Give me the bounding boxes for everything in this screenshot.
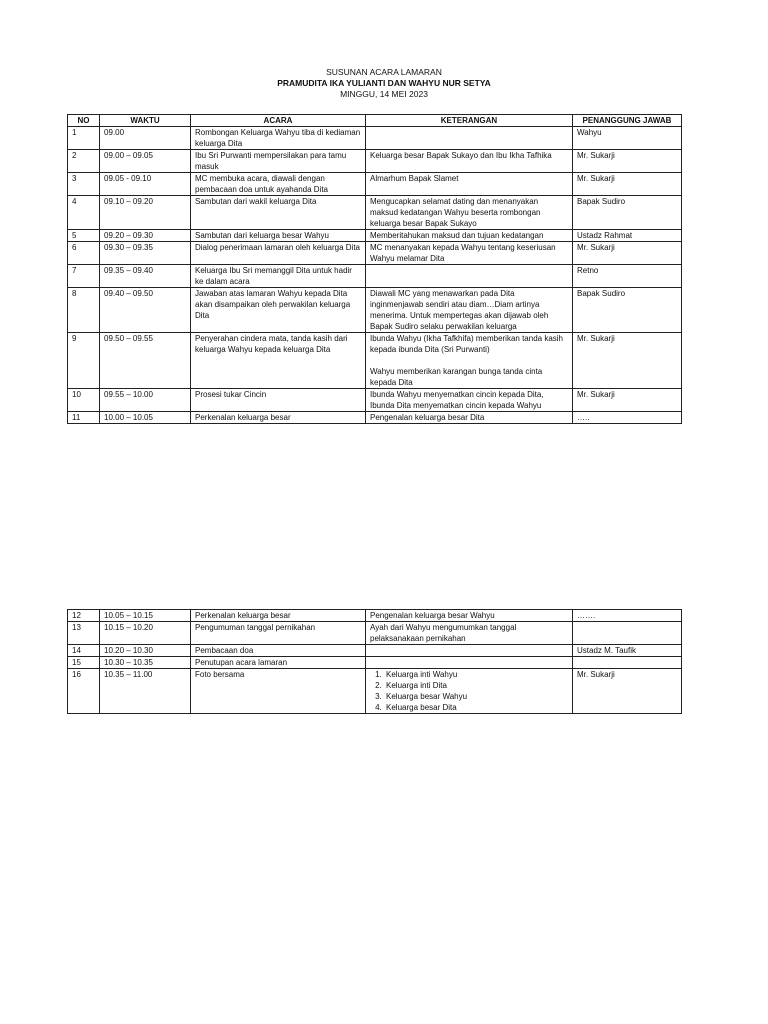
cell-no: 2: [68, 150, 100, 173]
column-header-acara: ACARA: [191, 115, 366, 127]
cell-penanggung-jawab: Mr. Sukarji: [573, 333, 682, 389]
cell-acara: Pembacaan doa: [191, 645, 366, 657]
cell-penanggung-jawab: Mr. Sukarji: [573, 389, 682, 412]
cell-no: 12: [68, 610, 100, 622]
cell-acara: Penyerahan cindera mata, tanda kasih dari keluarga Wahyu kepada keluarga Dita: [191, 333, 366, 389]
cell-no: 13: [68, 622, 100, 645]
table-row: [68, 657, 682, 669]
cell-acara: Rombongan Keluarga Wahyu tiba di kediaman keluarga Dita: [191, 127, 366, 150]
cell-keterangan: Ibunda Wahyu menyematkan cincin kepada Dita, Ibunda Dita menyematkan cincin kepada Wahyu: [366, 389, 573, 412]
cell-waktu: 09.40 – 09.50: [100, 288, 191, 333]
schedule-table-page-1: [67, 114, 682, 424]
cell-waktu: 09.20 – 09.30: [100, 230, 191, 242]
cell-waktu: 10.00 – 10.05: [100, 412, 191, 424]
cell-waktu: 10.15 – 10.20: [100, 622, 191, 645]
cell-waktu: 09.00 – 09.05: [100, 150, 191, 173]
cell-acara: Perkenalan keluarga besar: [191, 610, 366, 622]
cell-penanggung-jawab: [573, 622, 682, 645]
cell-acara: Keluarga Ibu Sri memanggil Dita untuk hadir ke dalam acara: [191, 265, 366, 288]
table-row: [68, 610, 682, 622]
cell-penanggung-jawab: Mr. Sukarji: [573, 242, 682, 265]
column-header-penanggung-jawab: PENANGGUNG JAWAB: [573, 115, 682, 127]
cell-no: 4: [68, 196, 100, 230]
cell-no: 3: [68, 173, 100, 196]
cell-penanggung-jawab: [573, 657, 682, 669]
cell-keterangan: [366, 645, 573, 657]
cell-waktu: 10.05 – 10.15: [100, 610, 191, 622]
cell-keterangan: Mengucapkan selamat dating dan menanyakan maksud kedatangan Wahyu beserta rombongan keluarga besar Bapak Sukayo: [366, 196, 573, 230]
cell-penanggung-jawab: …..: [573, 412, 682, 424]
cell-waktu: 10.35 – 11.00: [100, 669, 191, 714]
cell-no: 11: [68, 412, 100, 424]
list-item: 4. Keluarga besar Dita: [384, 702, 568, 713]
table-row: [68, 412, 682, 424]
cell-penanggung-jawab: Wahyu: [573, 127, 682, 150]
table-row: [68, 173, 682, 196]
cell-penanggung-jawab: Ustadz M. Taufik: [573, 645, 682, 657]
photo-group-list: [370, 669, 568, 713]
cell-keterangan: [366, 333, 573, 389]
table-row: [68, 150, 682, 173]
cell-keterangan: [366, 127, 573, 150]
cell-waktu: 09.10 – 09.20: [100, 196, 191, 230]
cell-keterangan: Diawali MC yang menawarkan pada Dita inginmenjawab sendiri atau diam…Diam artinya menerima. Untuk mempertegas akan dijawab oleh Bapak Sudiro selaku perwakilan keluarga: [366, 288, 573, 333]
cell-no: 16: [68, 669, 100, 714]
table-row: [68, 265, 682, 288]
table-row: [68, 242, 682, 265]
cell-no: 5: [68, 230, 100, 242]
cell-no: 1: [68, 127, 100, 150]
column-header-waktu: WAKTU: [100, 115, 191, 127]
cell-no: 6: [68, 242, 100, 265]
list-item: 3. Keluarga besar Wahyu: [384, 691, 568, 702]
cell-penanggung-jawab: Mr. Sukarji: [573, 669, 682, 714]
keterangan-paragraph: Ibunda Wahyu (Ikha Tafkhifa) memberikan tanda kasih kepada ibunda Dita (Sri Purwanti): [370, 334, 563, 354]
table-row: [68, 333, 682, 389]
cell-acara: MC membuka acara, diawali dengan pembacaan doa untuk ayahanda Dita: [191, 173, 366, 196]
cell-keterangan: [366, 669, 573, 714]
cell-acara: Pengumuman tanggal pernikahan: [191, 622, 366, 645]
cell-penanggung-jawab: Mr. Sukarji: [573, 150, 682, 173]
table-row: [68, 196, 682, 230]
cell-no: 14: [68, 645, 100, 657]
cell-acara: Sambutan dari wakil keluarga Dita: [191, 196, 366, 230]
cell-penanggung-jawab: Bapak Sudiro: [573, 196, 682, 230]
cell-penanggung-jawab: …….: [573, 610, 682, 622]
cell-acara: Jawaban atas lamaran Wahyu kepada Dita akan disampaikan oleh perwakilan keluarga Dita: [191, 288, 366, 333]
column-header-no: NO: [68, 115, 100, 127]
cell-waktu: 10.20 – 10.30: [100, 645, 191, 657]
keterangan-paragraph: Wahyu memberikan karangan bunga tanda cinta kepada Dita: [370, 367, 543, 387]
table-row: [68, 127, 682, 150]
document-title: SUSUNAN ACARA LAMARAN: [326, 67, 442, 77]
cell-no: 8: [68, 288, 100, 333]
cell-keterangan: Memberitahukan maksud dan tujuan kedatangan: [366, 230, 573, 242]
cell-no: 7: [68, 265, 100, 288]
cell-no: 15: [68, 657, 100, 669]
list-item: 1. Keluarga inti Wahyu: [384, 669, 568, 680]
cell-penanggung-jawab: Ustadz Rahmat: [573, 230, 682, 242]
cell-acara: Perkenalan keluarga besar: [191, 412, 366, 424]
table-header-row: [68, 115, 682, 127]
cell-waktu: 09.05 - 09.10: [100, 173, 191, 196]
cell-penanggung-jawab: Mr. Sukarji: [573, 173, 682, 196]
table-row: [68, 622, 682, 645]
cell-penanggung-jawab: Retno: [573, 265, 682, 288]
table-row: [68, 389, 682, 412]
cell-waktu: 09.50 – 09.55: [100, 333, 191, 389]
document-header: [0, 67, 768, 100]
cell-keterangan: Almarhum Bapak Slamet: [366, 173, 573, 196]
cell-no: 9: [68, 333, 100, 389]
cell-keterangan: Keluarga besar Bapak Sukayo dan Ibu Ikha Tafhika: [366, 150, 573, 173]
schedule-table-page-2: [67, 609, 682, 714]
cell-acara: Foto bersama: [191, 669, 366, 714]
cell-acara: Prosesi tukar Cincin: [191, 389, 366, 412]
cell-keterangan: [366, 657, 573, 669]
table-row: [68, 645, 682, 657]
cell-keterangan: Ayah dari Wahyu mengumumkan tanggal pelaksanakaan pernikahan: [366, 622, 573, 645]
cell-penanggung-jawab: Bapak Sudiro: [573, 288, 682, 333]
cell-no: 10: [68, 389, 100, 412]
cell-waktu: 09.55 – 10.00: [100, 389, 191, 412]
cell-acara: Ibu Sri Purwanti mempersilakan para tamu masuk: [191, 150, 366, 173]
table-row: [68, 230, 682, 242]
list-item: 2. Keluarga inti Dita: [384, 680, 568, 691]
cell-keterangan: [366, 265, 573, 288]
couple-names: PRAMUDITA IKA YULIANTI DAN WAHYU NUR SETYA: [277, 78, 491, 88]
cell-keterangan: Pengenalan keluarga besar Dita: [366, 412, 573, 424]
cell-waktu: 09.35 – 09.40: [100, 265, 191, 288]
cell-keterangan: MC menanyakan kepada Wahyu tentang keseriusan Wahyu melamar Dita: [366, 242, 573, 265]
cell-acara: Penutupan acara lamaran: [191, 657, 366, 669]
cell-keterangan: Pengenalan keluarga besar Wahyu: [366, 610, 573, 622]
cell-acara: Sambutan dari keluarga besar Wahyu: [191, 230, 366, 242]
cell-waktu: 10.30 – 10.35: [100, 657, 191, 669]
event-date: MINGGU, 14 MEI 2023: [340, 89, 428, 99]
cell-acara: Dialog penerimaan lamaran oleh keluarga Dita: [191, 242, 366, 265]
cell-waktu: 09.30 – 09.35: [100, 242, 191, 265]
table-row: [68, 669, 682, 714]
table-row: [68, 288, 682, 333]
cell-waktu: 09.00: [100, 127, 191, 150]
column-header-keterangan: KETERANGAN: [366, 115, 573, 127]
